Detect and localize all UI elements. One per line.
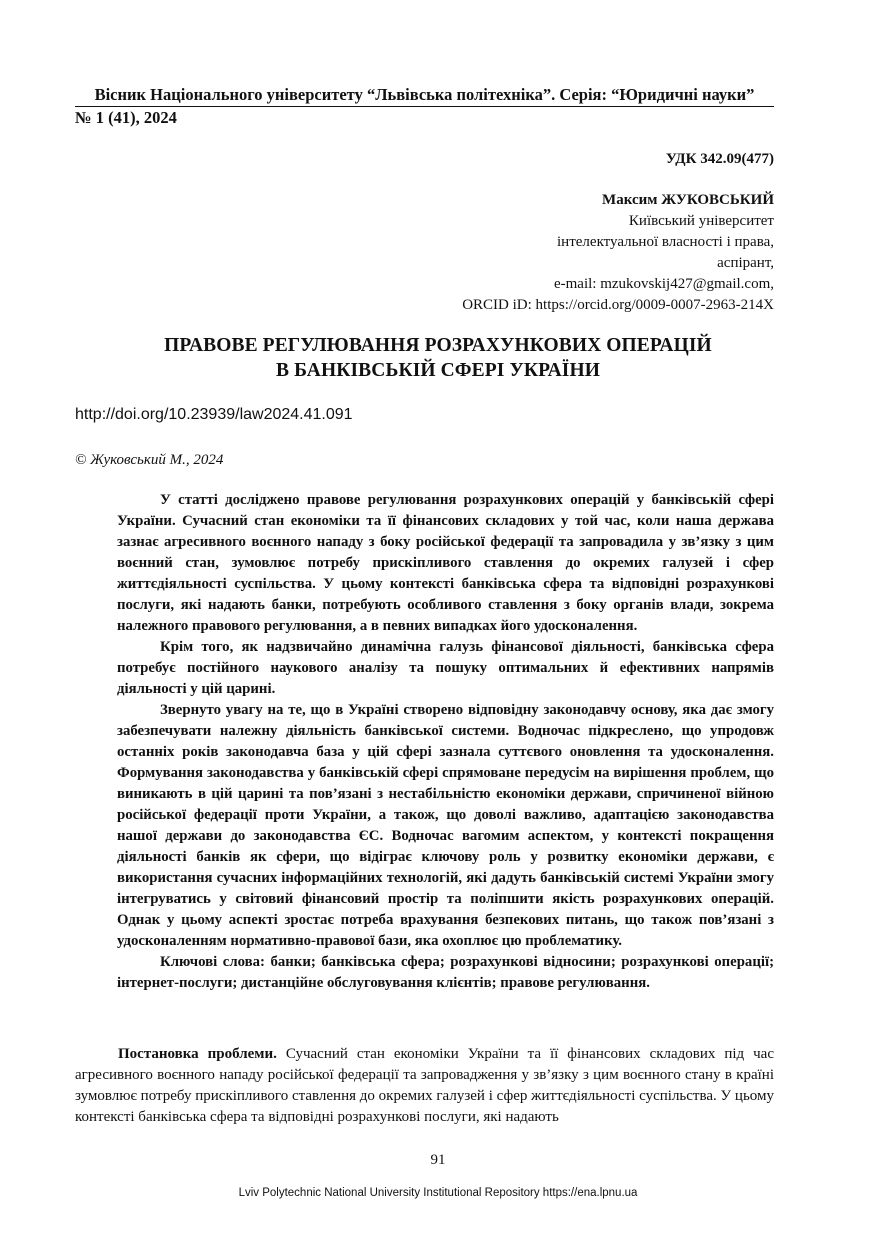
body-paragraph-text: Сучасний стан економіки України та її фінансових складових під час агресивного воєнного нападу російської федерації та запровадження у зв’язку з цим воєнного стану в країні зумовлює потребу прискіпливого ставлення до окремих галузей і сфер життєдіяльності суспільства. У цьому контексті банківська сфера та відповідні розрахункові послуги, які надають — [75, 1046, 774, 1125]
copyright-notice: © Жуковський М., 2024 — [75, 452, 224, 468]
journal-title: Вісник Національного університету “Львівська політехніка”. Серія: “Юридичні науки” — [94, 85, 755, 104]
abstract-paragraph-1: У статті досліджено правове регулювання розрахункових операцій у банківській сфері України. Сучасний стан економіки та її фінансових складових у той час, коли наша держава зазнає агресивного воєнного нападу з боку російської федерації та запровадила у зв’язку з цим воєнний стан, зумовлює потребу прискіпливого ставлення до окремих галузей і сфер життєдіяльності суспільства. У цьому контексті банківська сфера та відповідні розрахункові послуги, які надають банки, потребують особливого ставлення з боку органів влади, зокрема належного правового регулювання, а в певних випадках його удосконалення. — [117, 492, 774, 634]
author-block — [354, 190, 774, 316]
issue-number: № 1 (41), 2024 — [75, 108, 177, 127]
body-paragraph — [75, 1044, 774, 1128]
doi-link[interactable]: http://doi.org/10.23939/law2024.41.091 — [75, 406, 353, 423]
keywords: Ключові слова: банки; банківська сфера; розрахункові відносини; розрахункові операції; інтернет-послуги; дистанційне обслуговування клієнтів; правове регулювання. — [117, 954, 774, 991]
abstract-paragraph-2: Крім того, як надзвичайно динамічна галузь фінансової діяльності, банківська сфера потребує постійного наукового аналізу та пошуку оптимальних й ефективних напрямів діяльності у цій царині. — [117, 639, 774, 697]
article-title-line-2: В БАНКІВСЬКІЙ СФЕРІ УКРАЇНИ — [275, 360, 601, 381]
abstract-paragraph-3: Звернуто увагу на те, що в Україні створено відповідну законодавчу основу, яка дає змогу забезпечувати належну діяльність банківської системи. Водночас підкреслено, що упродовж останніх років законодавча база у цій сфері зазнала суттєвого оновлення та удосконалення. Формування законодавства у банківській сфері спрямоване передусім на вирішення проблем, що виникають в цій царині та пов’язані з нестабільністю економіки держави, спричиненої війною російської федерації проти України, а також, що доволі важливо, адаптацією законодавства нашої держави до законодавства ЄС. Водночас вагомим аспектом, у контексті покращення діяльності банків як сфери, що відіграє ключову роль у розвитку економіки держави, є використання сучасних інформаційних технологій, які дадуть банківській системі України змогу інтегруватись у світовий фінансовий простір та поліпшити якість розрахункових операцій. Однак у цьому аспекті зростає потреба врахування безпекових питань, що також пов’язані з удосконаленням нормативно-правової бази, яка охоплює цю проблематику. — [117, 702, 774, 949]
udk-code: УДК 342.09(477) — [665, 151, 774, 167]
author-email: e-mail: mzukovskij427@gmail.com, — [553, 276, 774, 292]
article-title-line-1: ПРАВОВЕ РЕГУЛЮВАННЯ РОЗРАХУНКОВИХ ОПЕРАЦІЙ — [164, 335, 712, 356]
article-title — [75, 333, 801, 383]
page-number: 91 — [430, 1152, 446, 1168]
author-name: Максим ЖУКОВСЬКИЙ — [602, 192, 774, 208]
author-position: аспірант, — [717, 255, 774, 271]
author-orcid: ORCID iD: https://orcid.org/0009-0007-2963-214X — [462, 297, 774, 313]
author-affiliation-1: Київський університет — [628, 213, 774, 229]
body-text — [75, 1044, 774, 1128]
abstract — [117, 490, 774, 994]
author-affiliation-2: інтелектуальної власності і права, — [557, 234, 774, 250]
header-divider — [75, 106, 774, 107]
repository-footer: Lviv Polytechnic National University Institutional Repository https://ena.lpnu.ua — [238, 1187, 638, 1199]
section-lead: Постановка проблеми. — [118, 1046, 277, 1062]
